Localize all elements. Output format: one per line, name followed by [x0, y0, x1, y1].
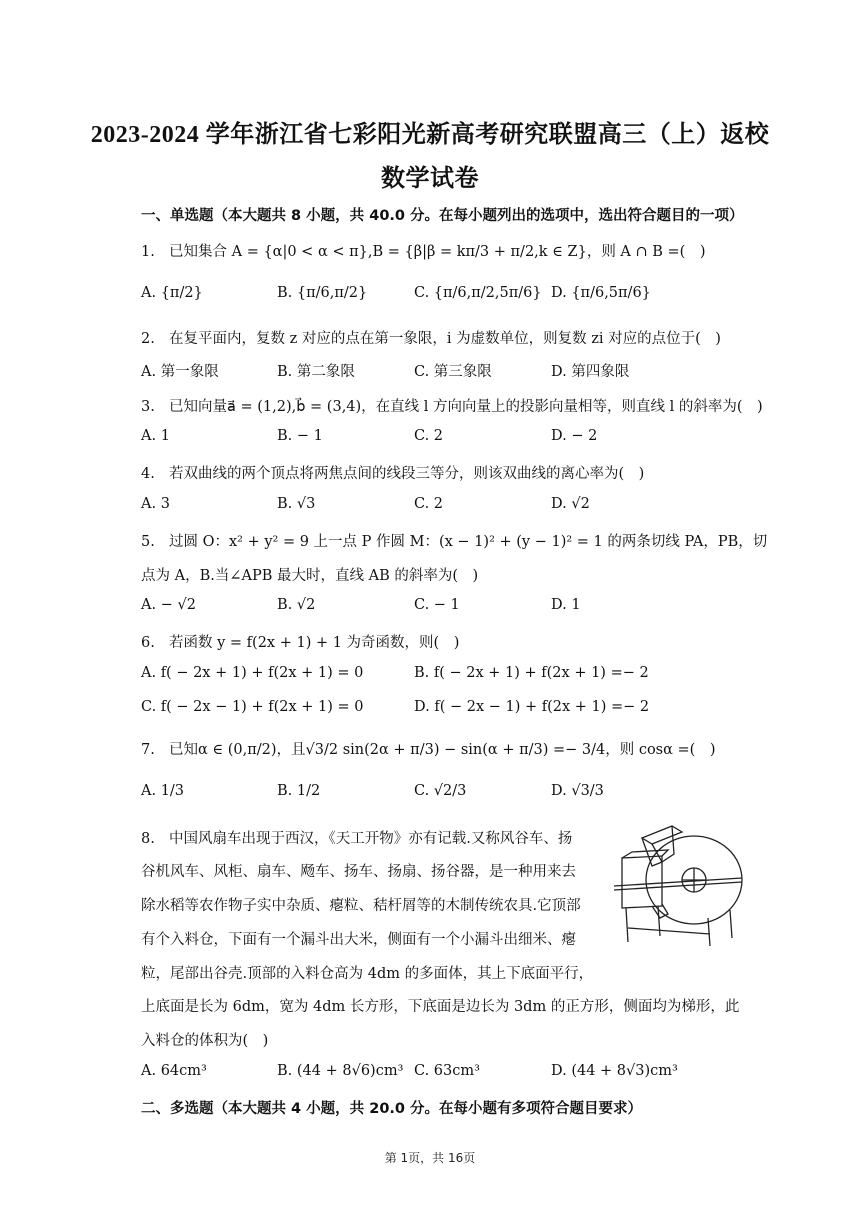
q3-option-a: A. 1 [141, 428, 170, 444]
q3-option-b: B. − 1 [277, 428, 323, 444]
q5-option-c: C. − 1 [414, 597, 460, 613]
q7-option-b: B. 1/2 [277, 783, 321, 799]
question-8-line-7: 入料仓的体积为( ) [141, 1033, 269, 1049]
question-text: 已知集合 A = {α|0 < α < π},B = {β|β = kπ/3 + π/2,k ∈ Z}，则 A ∩ B =( ) [169, 244, 706, 260]
question-8-line-5: 粒，尾部出谷壳.顶部的入料仓高为 4dm 的多面体，其上下底面平行， [141, 966, 594, 982]
question-text: 若函数 y = f(2x + 1) + 1 为奇函数，则( ) [169, 635, 460, 651]
q4-option-c: C. 2 [414, 496, 444, 512]
q8-option-d: D. (44 + 8√3)cm³ [551, 1063, 678, 1079]
q2-option-b: B. 第二象限 [277, 364, 355, 380]
q6-option-d: D. f( − 2x − 1) + f(2x + 1) =− 2 [414, 699, 650, 715]
question-2 [141, 327, 721, 348]
winnowing-machine-illustration [612, 818, 752, 950]
question-8-line-6: 上底面是长为 6dm，宽为 4dm 长方形，下底面是边长为 3dm 的正方形，侧面均为梯形，此 [141, 999, 740, 1015]
question-8-line-3: 除水稻等农作物子实中杂质、瘪粒、秸杆屑等的木制传统农具.它顶部 [141, 898, 581, 914]
question-number: 4. [141, 466, 155, 482]
page-footer: 第 1页，共 16页 [384, 1151, 476, 1165]
question-text: 若双曲线的两个顶点将两焦点间的线段三等分，则该双曲线的离心率为( ) [169, 466, 645, 482]
question-text: 在复平面内，复数 z 对应的点在第一象限，i 为虚数单位，则复数 zi 对应的点位于( ) [169, 331, 721, 347]
question-number: 1. [141, 244, 155, 260]
q6-option-c: C. f( − 2x − 1) + f(2x + 1) = 0 [141, 699, 364, 715]
question-7 [141, 738, 716, 759]
section-heading-single-choice: 一、单选题（本大题共 8 小题，共 40.0 分。在每小题列出的选项中，选出符合题目的一项） [141, 208, 744, 224]
question-8-line-2: 谷机风车、风柜、扇车、飏车、扬车、扬扇、扬谷器，是一种用来去 [141, 864, 576, 880]
question-8-line-4: 有个入料仓，下面有一个漏斗出大米，侧面有一个小漏斗出细米、瘪 [141, 932, 576, 948]
q3-option-d: D. − 2 [551, 428, 598, 444]
question-8 [141, 827, 572, 848]
q8-option-c: C. 63cm³ [414, 1063, 480, 1079]
question-text: 过圆 O：x² + y² = 9 上一点 P 作圆 M：(x − 1)² + (y − 1)² = 1 的两条切线 PA，PB，切 [169, 534, 768, 550]
title-line-2: 数学试卷 [381, 166, 479, 192]
q2-option-c: C. 第三象限 [414, 364, 492, 380]
q4-option-a: A. 3 [141, 496, 170, 512]
q7-option-c: C. √2/3 [414, 783, 467, 799]
q6-option-a: A. f( − 2x + 1) + f(2x + 1) = 0 [141, 665, 364, 681]
question-number: 6. [141, 635, 155, 651]
q6-option-b: B. f( − 2x + 1) + f(2x + 1) =− 2 [414, 665, 649, 681]
question-number: 2. [141, 331, 155, 347]
q3-option-c: C. 2 [414, 428, 444, 444]
question-text: 已知向量a⃗ = (1,2),b⃗ = (3,4)，在直线 l 方向向量上的投影向量相等，则直线 l 的斜率为( ) [169, 399, 763, 415]
question-4 [141, 462, 644, 483]
question-number: 5. [141, 534, 155, 550]
q7-option-a: A. 1/3 [141, 783, 185, 799]
question-number: 7. [141, 742, 155, 758]
question-number: 3. [141, 399, 155, 415]
question-text: 中国风扇车出现于西汉，《天工开物》亦有记载.又称风谷车、扬 [169, 831, 573, 847]
q1-option-d: D. {π/6,5π/6} [551, 285, 651, 301]
question-5-line-2: 点为 A，B.当∠APB 最大时，直线 AB 的斜率为( ) [141, 568, 479, 584]
q8-option-b: B. (44 + 8√6)cm³ [277, 1063, 404, 1079]
q5-option-a: A. − √2 [141, 597, 196, 613]
q1-option-a: A. {π/2} [141, 285, 203, 301]
question-text: 已知α ∈ (0,π/2)，且√3/2 sin(2α + π/3) − sin(α + π/3) =− 3/4，则 cosα =( ) [169, 742, 716, 758]
question-number: 8. [141, 831, 155, 847]
q8-option-a: A. 64cm³ [141, 1063, 207, 1079]
q7-option-d: D. √3/3 [551, 783, 604, 799]
question-1 [141, 240, 706, 261]
question-5 [141, 530, 767, 551]
q4-option-d: D. √2 [551, 496, 590, 512]
title-line-1: 2023-2024 学年浙江省七彩阳光新高考研究联盟高三（上）返校 [90, 122, 770, 148]
q4-option-b: B. √3 [277, 496, 316, 512]
q2-option-d: D. 第四象限 [551, 364, 630, 380]
question-3 [141, 395, 763, 416]
q5-option-d: D. 1 [551, 597, 581, 613]
section-heading-multiple-choice: 二、多选题（本大题共 4 小题，共 20.0 分。在每小题有多项符合题目要求） [141, 1101, 643, 1117]
q5-option-b: B. √2 [277, 597, 316, 613]
q1-option-c: C. {π/6,π/2,5π/6} [414, 285, 542, 301]
q2-option-a: A. 第一象限 [141, 364, 219, 380]
question-6 [141, 631, 459, 652]
q1-option-b: B. {π/6,π/2} [277, 285, 368, 301]
